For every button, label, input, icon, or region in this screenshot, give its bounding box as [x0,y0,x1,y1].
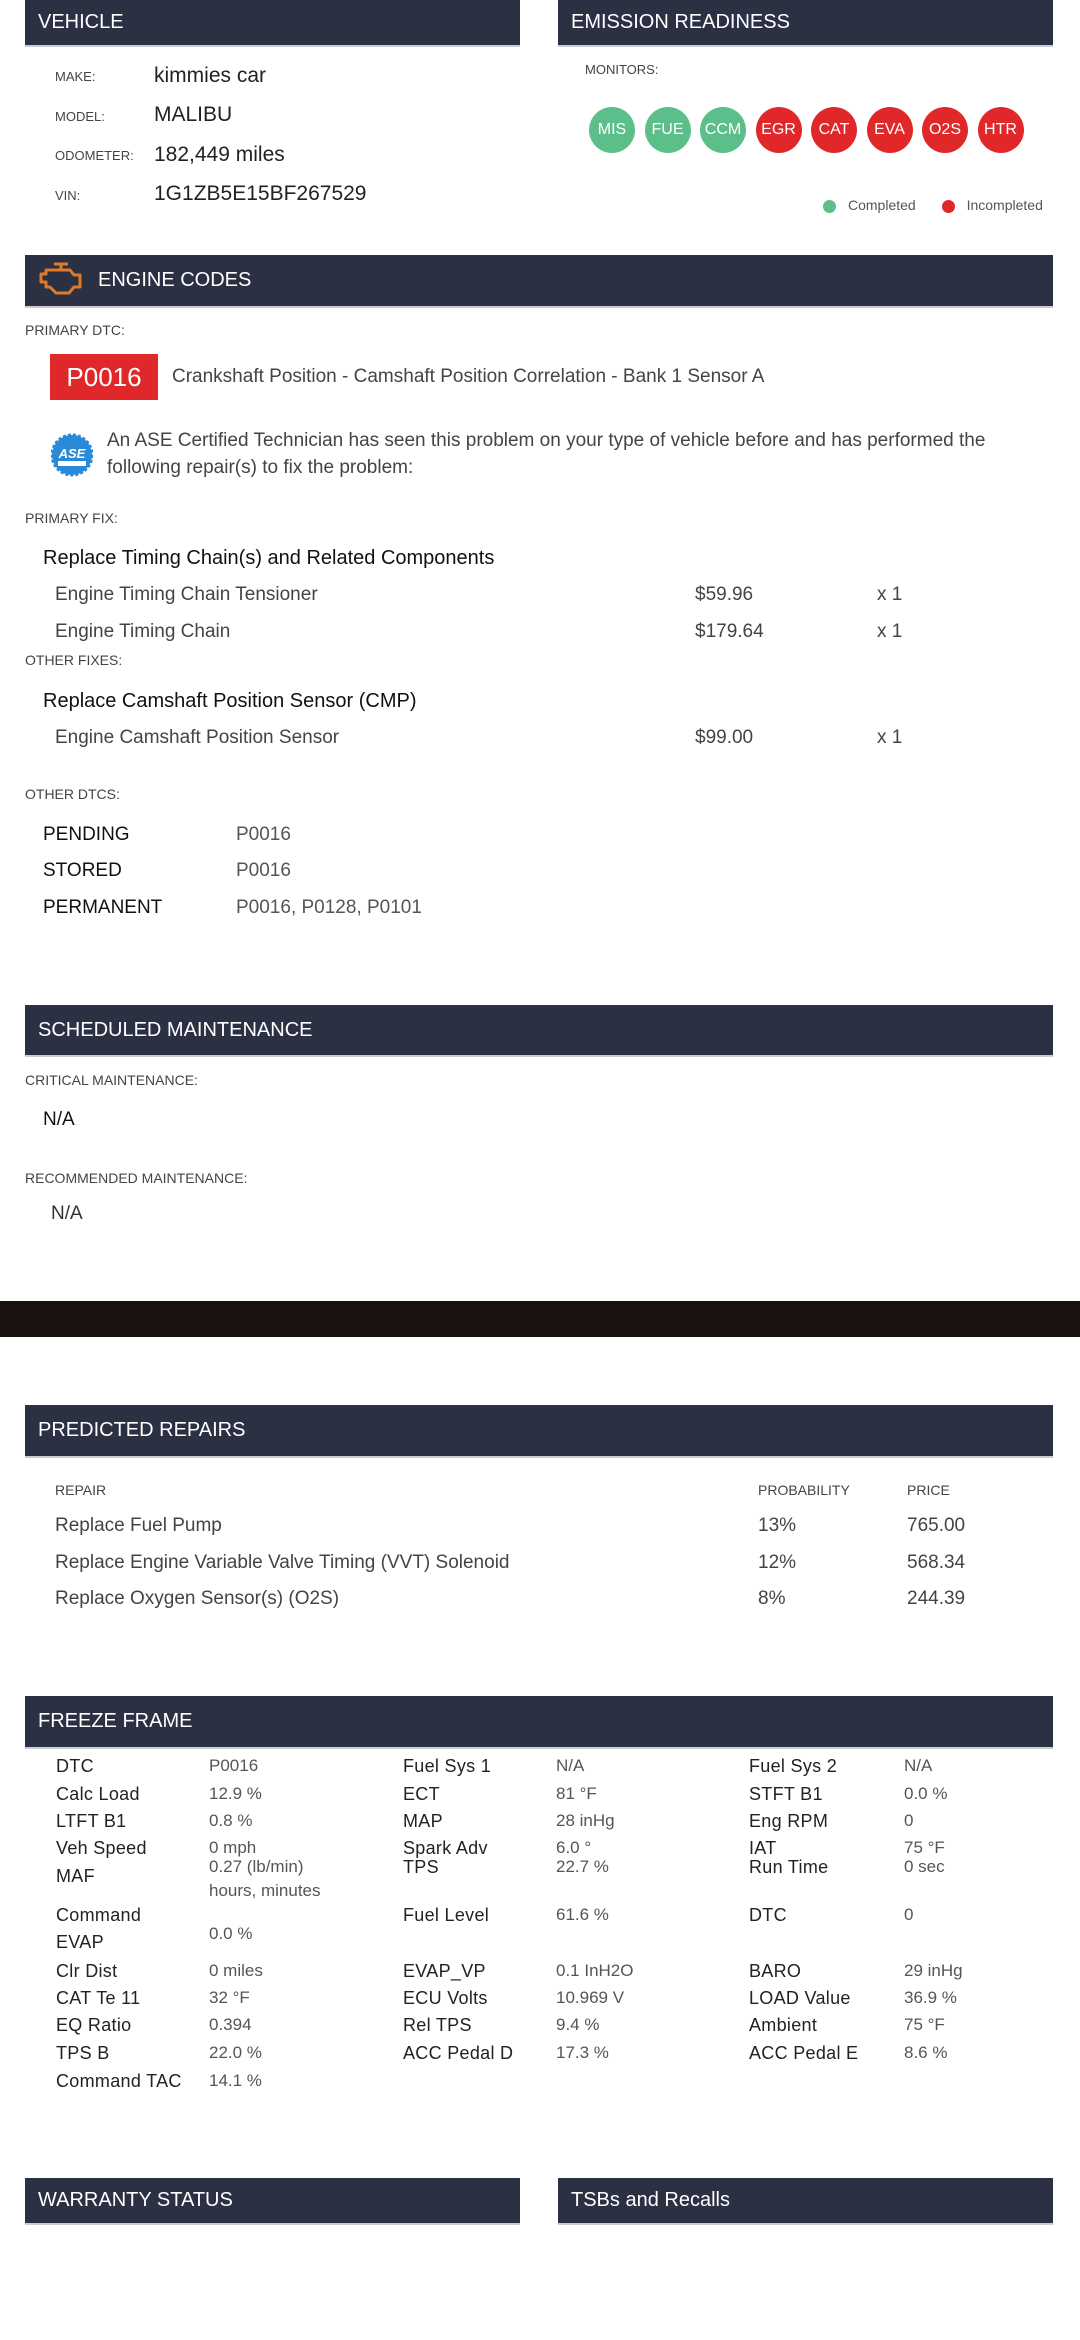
freeze-label: CAT Te 11 [56,1988,141,2008]
part-price: $99.00 [695,727,754,748]
freeze-label: Clr Dist [56,1961,118,1981]
svg-text:ASE: ASE [58,446,86,461]
repair-probability: 8% [758,1588,786,1609]
freeze-label: Eng RPM [749,1811,829,1831]
part-price: $59.96 [695,584,754,605]
freeze-label: IAT [749,1838,777,1858]
freeze-value: 8.6 % [904,2043,948,2062]
freeze-value: 75 °F [904,2015,945,2034]
freeze-value: 0.1 InH2O [556,1961,634,1980]
model-label: MODEL: [55,109,105,124]
monitor-code: O2S [928,121,961,138]
freeze-value: 22.0 % [209,2043,262,2062]
other-dtcs-label: OTHER DTCS: [25,786,120,802]
engine-codes-title: ENGINE CODES [98,269,252,291]
monitor-code: EVA [874,121,905,138]
freeze-value: 29 inHg [904,1961,963,1980]
freeze-label: ACC Pedal E [749,2043,859,2063]
freeze-value: 12.9 % [209,1784,262,1803]
monitor-o2s [922,107,968,153]
freeze-value: 0.0 % [209,1924,253,1943]
freeze-value: 9.4 % [556,2015,600,2034]
freeze-label: DTC [56,1756,94,1776]
part-price: $179.64 [695,621,764,642]
recommended-value: N/A [51,1203,83,1224]
part-qty: x 1 [877,621,903,642]
pending-label: PENDING [43,824,130,845]
freeze-frame-title: FREEZE FRAME [38,1710,193,1732]
freeze-value: 61.6 % [556,1905,609,1924]
monitor-mis [589,107,635,153]
predicted-repairs-header [25,1405,1053,1458]
ase-text-line1: An ASE Certified Technician has seen this problem on your type of vehicle before and has performed the [107,430,986,451]
freeze-label: Veh Speed [56,1838,147,1858]
monitor-ccm [700,107,746,153]
freeze-value: 0 mph [209,1838,257,1857]
make-value: kimmies car [154,64,267,87]
freeze-value: 0 [904,1811,914,1830]
monitor-code: CAT [818,121,850,138]
ase-certified-icon [51,433,93,477]
col-repair: REPAIR [55,1482,107,1498]
vehicle-title: VEHICLE [38,11,124,33]
command-extra: EVAP [56,1932,104,1952]
freeze-label: Spark Adv [403,1838,488,1858]
engine-codes-header [25,255,1053,308]
warranty-header[interactable] [25,2178,520,2225]
critical-value: N/A [43,1109,75,1130]
freeze-value: 0.27 (lb/min) [209,1857,304,1876]
repair-name: Replace Fuel Pump [55,1515,222,1536]
maf-extra: hours, minutes [209,1881,321,1900]
repair-name: Replace Oxygen Sensor(s) (O2S) [55,1588,340,1609]
freeze-label: ACC Pedal D [403,2043,514,2063]
maintenance-header [25,1005,1053,1057]
maintenance-title: SCHEDULED MAINTENANCE [38,1018,313,1041]
freeze-label: BARO [749,1961,802,1981]
emission-header [558,0,1053,47]
permanent-label: PERMANENT [43,897,163,918]
vehicle-header [25,0,520,47]
section-divider-band [0,1301,1080,1337]
freeze-label: EVAP_VP [403,1961,486,1981]
recommended-label: RECOMMENDED MAINTENANCE: [25,1170,248,1186]
part-qty: x 1 [877,727,903,748]
freeze-label: MAP [403,1811,443,1831]
other-fixes-label: OTHER FIXES: [25,652,123,668]
freeze-value: 0 sec [904,1857,945,1876]
freeze-value: 10.969 V [556,1988,625,2007]
tsbs-recalls-header[interactable] [558,2178,1053,2225]
stored-label: STORED [43,860,122,881]
tsbs-recalls-title: TSBs and Recalls [571,2189,730,2211]
permanent-value: P0016, P0128, P0101 [236,897,422,918]
legend-completed: Completed [848,197,916,213]
freeze-value: P0016 [209,1756,259,1775]
primary-dtc-label: PRIMARY DTC: [25,322,125,338]
odometer-value: 182,449 miles [154,143,285,166]
monitor-cat [811,107,857,153]
repair-probability: 12% [758,1552,797,1573]
freeze-label: ECU Volts [403,1988,488,2008]
freeze-value: N/A [556,1756,585,1775]
freeze-label: Fuel Sys 1 [403,1756,492,1776]
freeze-label: Fuel Sys 2 [749,1756,838,1776]
freeze-label: LOAD Value [749,1988,851,2008]
freeze-value: 0 miles [209,1961,263,1980]
freeze-label: STFT B1 [749,1784,823,1804]
monitor-htr [978,107,1024,153]
part-name: Engine Camshaft Position Sensor [55,727,340,748]
part-qty: x 1 [877,584,903,605]
emission-title: EMISSION READINESS [571,11,790,33]
ase-text-line2: following repair(s) to fix the problem: [107,457,414,478]
freeze-value: 81 °F [556,1784,597,1803]
freeze-value: N/A [904,1756,933,1775]
monitors-label: MONITORS: [585,62,659,77]
freeze-label: Command TAC [56,2071,182,2091]
freeze-label: EQ Ratio [56,2015,132,2035]
check-engine-icon [38,260,86,302]
freeze-label: Run Time [749,1857,829,1877]
critical-label: CRITICAL MAINTENANCE: [25,1072,198,1088]
freeze-label: Ambient [749,2015,818,2035]
vin-label: VIN: [55,188,81,203]
freeze-label: Command [56,1905,142,1925]
pending-value: P0016 [236,824,291,845]
freeze-value: 22.7 % [556,1857,609,1876]
primary-dtc-code: P0016 [66,361,142,392]
completed-dot-icon [823,200,836,213]
monitor-code: FUE [651,121,684,138]
other-fix-title: Replace Camshaft Position Sensor (CMP) [43,690,417,712]
col-probability: PROBABILITY [758,1482,850,1498]
monitor-code: MIS [597,121,627,138]
primary-dtc-description: Crankshaft Position - Camshaft Position Correlation - Bank 1 Sensor A [172,366,765,387]
freeze-value: 32 °F [209,1988,250,2007]
incompleted-dot-icon [942,200,955,213]
freeze-label: TPS [403,1857,439,1877]
warranty-title: WARRANTY STATUS [38,2189,233,2211]
repair-name: Replace Engine Variable Valve Timing (VVT) Solenoid [55,1552,510,1573]
freeze-label: LTFT B1 [56,1811,127,1831]
freeze-label: MAF [56,1866,95,1886]
odometer-label: ODOMETER: [55,148,134,163]
freeze-value: 6.0 ° [556,1838,592,1857]
predicted-repairs-title: PREDICTED REPAIRS [38,1419,246,1441]
freeze-value: 28 inHg [556,1811,615,1830]
monitor-code: EGR [761,121,796,138]
monitor-code: HTR [984,121,1017,138]
monitor-code: CCM [704,121,742,138]
freeze-label: TPS B [56,2043,110,2063]
make-label: MAKE: [55,69,96,84]
monitor-eva [867,107,913,153]
freeze-value: 0 [904,1905,914,1924]
freeze-value: 0.0 % [904,1784,948,1803]
repair-price: 568.34 [907,1552,966,1573]
freeze-label: ECT [403,1784,440,1804]
monitor-fue [645,107,691,153]
freeze-label: DTC [749,1905,787,1925]
part-name: Engine Timing Chain Tensioner [55,584,318,605]
stored-value: P0016 [236,860,291,881]
freeze-label: Fuel Level [403,1905,490,1925]
primary-dtc-badge [50,354,158,400]
legend [823,197,1043,213]
vin-value: 1G1ZB5E15BF267529 [154,182,367,205]
freeze-frame-header [25,1696,1053,1749]
freeze-value: 0.394 [209,2015,252,2034]
repair-price: 244.39 [907,1588,966,1609]
repair-probability: 13% [758,1515,797,1536]
part-name: Engine Timing Chain [55,621,231,642]
freeze-label: Calc Load [56,1784,140,1804]
freeze-value: 36.9 % [904,1988,957,2007]
monitor-egr [756,107,802,153]
freeze-value: 17.3 % [556,2043,609,2062]
primary-fix-label: PRIMARY FIX: [25,510,118,526]
freeze-label: Rel TPS [403,2015,472,2035]
freeze-value: 0.8 % [209,1811,253,1830]
repair-price: 765.00 [907,1515,966,1536]
legend-incompleted: Incompleted [966,197,1043,213]
freeze-value: 14.1 % [209,2071,262,2090]
freeze-value: 75 °F [904,1838,945,1857]
col-price: PRICE [907,1482,950,1498]
model-value: MALIBU [154,103,233,126]
primary-fix-title: Replace Timing Chain(s) and Related Components [43,547,495,569]
